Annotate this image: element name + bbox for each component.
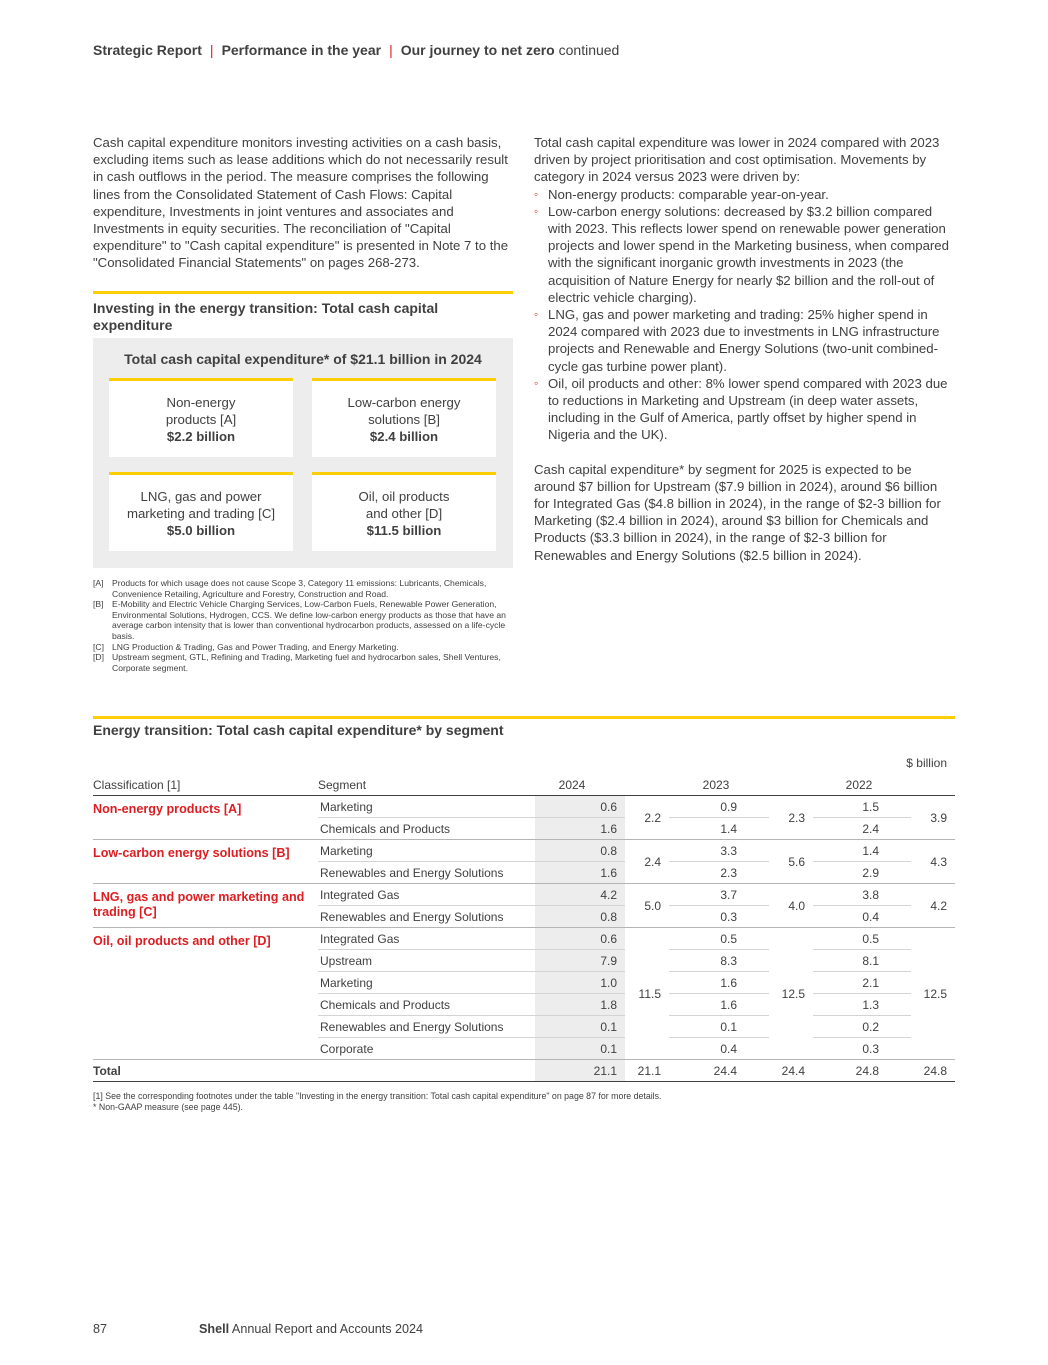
footnote-d [93,652,513,673]
value-2022: 2.4 [813,818,911,840]
col-2024: 2024 [535,775,669,796]
movement-bullets [534,186,956,444]
segment-cell: Marketing [318,796,535,818]
card-label: Oil, oil products and other [D] [358,488,450,521]
segment-cell: Marketing [318,840,535,862]
bullet-item: ◦ Non-energy products: comparable year-on-year. [534,186,956,203]
value-2022: 1.5 [813,796,911,818]
footnote-text: Upstream segment, GTL, Refining and Trading, Marketing fuel and hydrocarbon sales, Shell Ventures, Corporate segment. [112,652,501,673]
segment-cell: Marketing [318,972,535,994]
value-2024: 1.6 [535,862,625,884]
classification-cell: LNG, gas and power marketing and trading [C] [93,884,318,928]
value-2024: 0.8 [535,840,625,862]
card-label: LNG, gas and power marketing and trading [C] [126,488,276,521]
footnote-text: LNG Production & Trading, Gas and Power Trading, and Energy Marketing. [112,641,399,652]
value-2022: 0.2 [813,1016,911,1038]
value-2023: 8.3 [669,950,769,972]
bullet-item: ◦ Low-carbon energy solutions: decreased by $3.2 billion compared with 2023. This reflects lower spend on renewable power generation projects and lower spend in the Marketing business, when compared with the significant inorganic growth investments in 2023 (the acquisition of Nature Energy for nearly $2 billion and the roll-out of electric vehicle charging). [534,203,956,306]
subtotal-2024: 11.5 [625,928,669,1060]
section-heading: Investing in the energy transition: Total cash capital expenditure [93,299,439,333]
subtotal-2022: 3.9 [911,796,955,840]
value-2022: 2.1 [813,972,911,994]
footnote-key: [C] [93,641,104,652]
table-row [93,796,955,818]
header-separator: | [389,42,393,58]
total-label: Total [93,1060,535,1082]
col-2022: 2022 [813,775,955,796]
page-number: 87 [93,1322,108,1336]
segment-cell: Integrated Gas [318,884,535,906]
table-row [93,928,955,950]
right-intro: Total cash capital expenditure was lower in 2024 compared with 2023 driven by project prioritisation and cost optimisation. Movements by category in 2024 versus 2023 were driven by: [534,135,940,185]
capex-segment-table [93,775,955,1082]
table-row [93,840,955,862]
value-2024: 0.1 [535,1016,625,1038]
value-2023: 1.6 [669,972,769,994]
footnote-c [93,642,513,653]
segment-cell: Renewables and Energy Solutions [318,1016,535,1038]
header-strategic: Strategic Report [93,42,202,58]
subtotal-2023: 12.5 [769,928,813,1060]
bullet-item: ◦ LNG, gas and power marketing and trading: 25% higher spend in 2024 compared with 2023 due to investments in LNG infrastructure projects and Renewable and Energy Solutions (two-unit combined-cycle gas turbine power plant). [534,306,956,375]
value-2023: 0.3 [669,906,769,928]
table-footnote: [1] See the corresponding footnotes under the table "Investing in the energy transition: Total cash capital expenditure" on page 87 for more details. [93,1091,662,1101]
value-2023: 1.4 [669,818,769,840]
table-body [93,796,955,1082]
left-paragraph: Cash capital expenditure monitors investing activities on a cash basis, excluding items such as lease additions which do not necessarily result in cash outflows in the period. The measure comprises the following lines from the Consolidated Statement of Cash Flows: Capital expenditure, Investments in joint ventures and associates and Investments in equity securities. The reconciliation of "Capital expenditure" to "Cash capital expenditure" is presented in Note 7 to the "Consolidated Financial Statements" on pages 268-273. [93,135,509,271]
value-2024: 1.8 [535,994,625,1016]
segment-cell: Renewables and Energy Solutions [318,906,535,928]
right-column [534,134,956,564]
segment-cell: Integrated Gas [318,928,535,950]
header-journey: Our journey to net zero [400,42,555,58]
table-unit: $ billion [906,756,947,770]
value-2023: 0.5 [669,928,769,950]
footer-report: Annual Report and Accounts 2024 [231,1322,424,1336]
subtotal-2024: 2.4 [625,840,669,884]
card-label: Low-carbon energy solutions [B] [347,394,461,427]
total-2023: 24.4 [669,1060,769,1082]
header-continued: continued [558,42,620,58]
card-amount: $11.5 billion [366,522,442,538]
right-outlook: Cash capital expenditure* by segment for 2025 is expected to be around $7 billion for Upstream ($7.9 billion in 2024), around $6 billion for Integrated Gas ($4.8 billion in 2024), in the range of $2-3 billion for Marketing ($2.4 billion in 2024), around $3 billion for Chemicals and Products ($3.3 billion in 2024), in the range of $2-3 billion for Renewables and Energy Solutions ($2.5 billion in 2024). [534,461,941,563]
table-footnotes [93,1091,661,1113]
value-2024: 0.6 [535,796,625,818]
card-non-energy [109,378,293,457]
footnote-text: Products for which usage does not cause Scope 3, Category 11 emissions: Lubricants, Chemicals, Convenience Retailing, Agriculture and Forestry, Construction and Road. [112,578,487,599]
total-2024: 21.1 [535,1060,625,1082]
classification-cell: Oil, oil products and other [D] [93,928,318,1060]
subtotal-2024: 2.2 [625,796,669,840]
value-2022: 3.8 [813,884,911,906]
value-2024: 0.6 [535,928,625,950]
total-2024-sum: 21.1 [625,1060,669,1082]
subtotal-2023: 4.0 [769,884,813,928]
classification-cell: Low-carbon energy solutions [B] [93,840,318,884]
value-2023: 0.1 [669,1016,769,1038]
total-2022: 24.8 [813,1060,911,1082]
table-title: Energy transition: Total cash capital expenditure* by segment [93,722,504,738]
table-rule [93,716,955,719]
value-2024: 0.1 [535,1038,625,1060]
col-segment: Segment [318,775,535,796]
value-2024: 4.2 [535,884,625,906]
value-2022: 0.4 [813,906,911,928]
panel-title: Total cash capital expenditure* of $21.1 billion in 2024 [124,351,482,367]
segment-cell: Renewables and Energy Solutions [318,862,535,884]
value-2024: 0.8 [535,906,625,928]
card-lng [109,472,293,551]
col-2023: 2023 [669,775,813,796]
value-2024: 1.0 [535,972,625,994]
col-classification: Classification [1] [93,775,318,796]
running-header [93,42,619,58]
footer-brand: Shell [199,1322,230,1336]
card-label: Non-energy products [A] [165,394,237,427]
subtotal-2024: 5.0 [625,884,669,928]
footnote-a [93,578,513,599]
subtotal-2022: 12.5 [911,928,955,1060]
card-amount: $2.4 billion [369,428,439,444]
total-row [93,1060,955,1082]
segment-cell: Corporate [318,1038,535,1060]
segment-cell: Chemicals and Products [318,818,535,840]
subtotal-2023: 5.6 [769,840,813,884]
value-2022: 8.1 [813,950,911,972]
bullet-item: ◦ Oil, oil products and other: 8% lower spend compared with 2023 due to reductions in Marketing and Upstream (in deep water assets, including in the Gulf of America, partly offset by higher spend in Nigeria and the UK). [534,375,956,444]
subtotal-2022: 4.2 [911,884,955,928]
subtotal-2023: 2.3 [769,796,813,840]
footnote-key: [A] [93,578,104,588]
value-2023: 0.9 [669,796,769,818]
value-2023: 2.3 [669,862,769,884]
value-2023: 3.3 [669,840,769,862]
value-2022: 2.9 [813,862,911,884]
value-2022: 0.5 [813,928,911,950]
classification-cell: Non-energy products [A] [93,796,318,840]
header-performance: Performance in the year [221,42,382,58]
card-amount: $2.2 billion [166,428,236,444]
value-2024: 1.6 [535,818,625,840]
page-footer [93,1322,423,1336]
panel-footnotes [93,578,513,673]
section-rule [93,291,513,294]
value-2022: 0.3 [813,1038,911,1060]
capex-summary-panel [93,338,513,568]
header-separator: | [209,42,214,58]
footnote-key: [B] [93,599,104,610]
value-2022: 1.4 [813,840,911,862]
value-2024: 7.9 [535,950,625,972]
footnote-b [93,599,513,641]
value-2023: 3.7 [669,884,769,906]
segment-cell: Upstream [318,950,535,972]
card-low-carbon [312,378,496,457]
table-footnote: * Non-GAAP measure (see page 445). [93,1102,243,1112]
value-2023: 1.6 [669,994,769,1016]
total-2022-sum: 24.8 [911,1060,955,1082]
table-row [93,884,955,906]
left-column [93,134,513,334]
footnote-text: E-Mobility and Electric Vehicle Charging Services, Low-Carbon Fuels, Renewable Power Generation, Environmental Solutions, Hydrogen, CCS. We define low-carbon energy products as those that have an average carbon intensity that is lower than conventional hydrocarbon products, assessed on a life-cycle basis. [112,599,506,641]
total-2023-sum: 24.4 [769,1060,813,1082]
card-amount: $5.0 billion [166,522,236,538]
card-oil [312,472,496,551]
value-2023: 0.4 [669,1038,769,1060]
value-2022: 1.3 [813,994,911,1016]
subtotal-2022: 4.3 [911,840,955,884]
footnote-key: [D] [93,652,104,663]
segment-cell: Chemicals and Products [318,994,535,1016]
